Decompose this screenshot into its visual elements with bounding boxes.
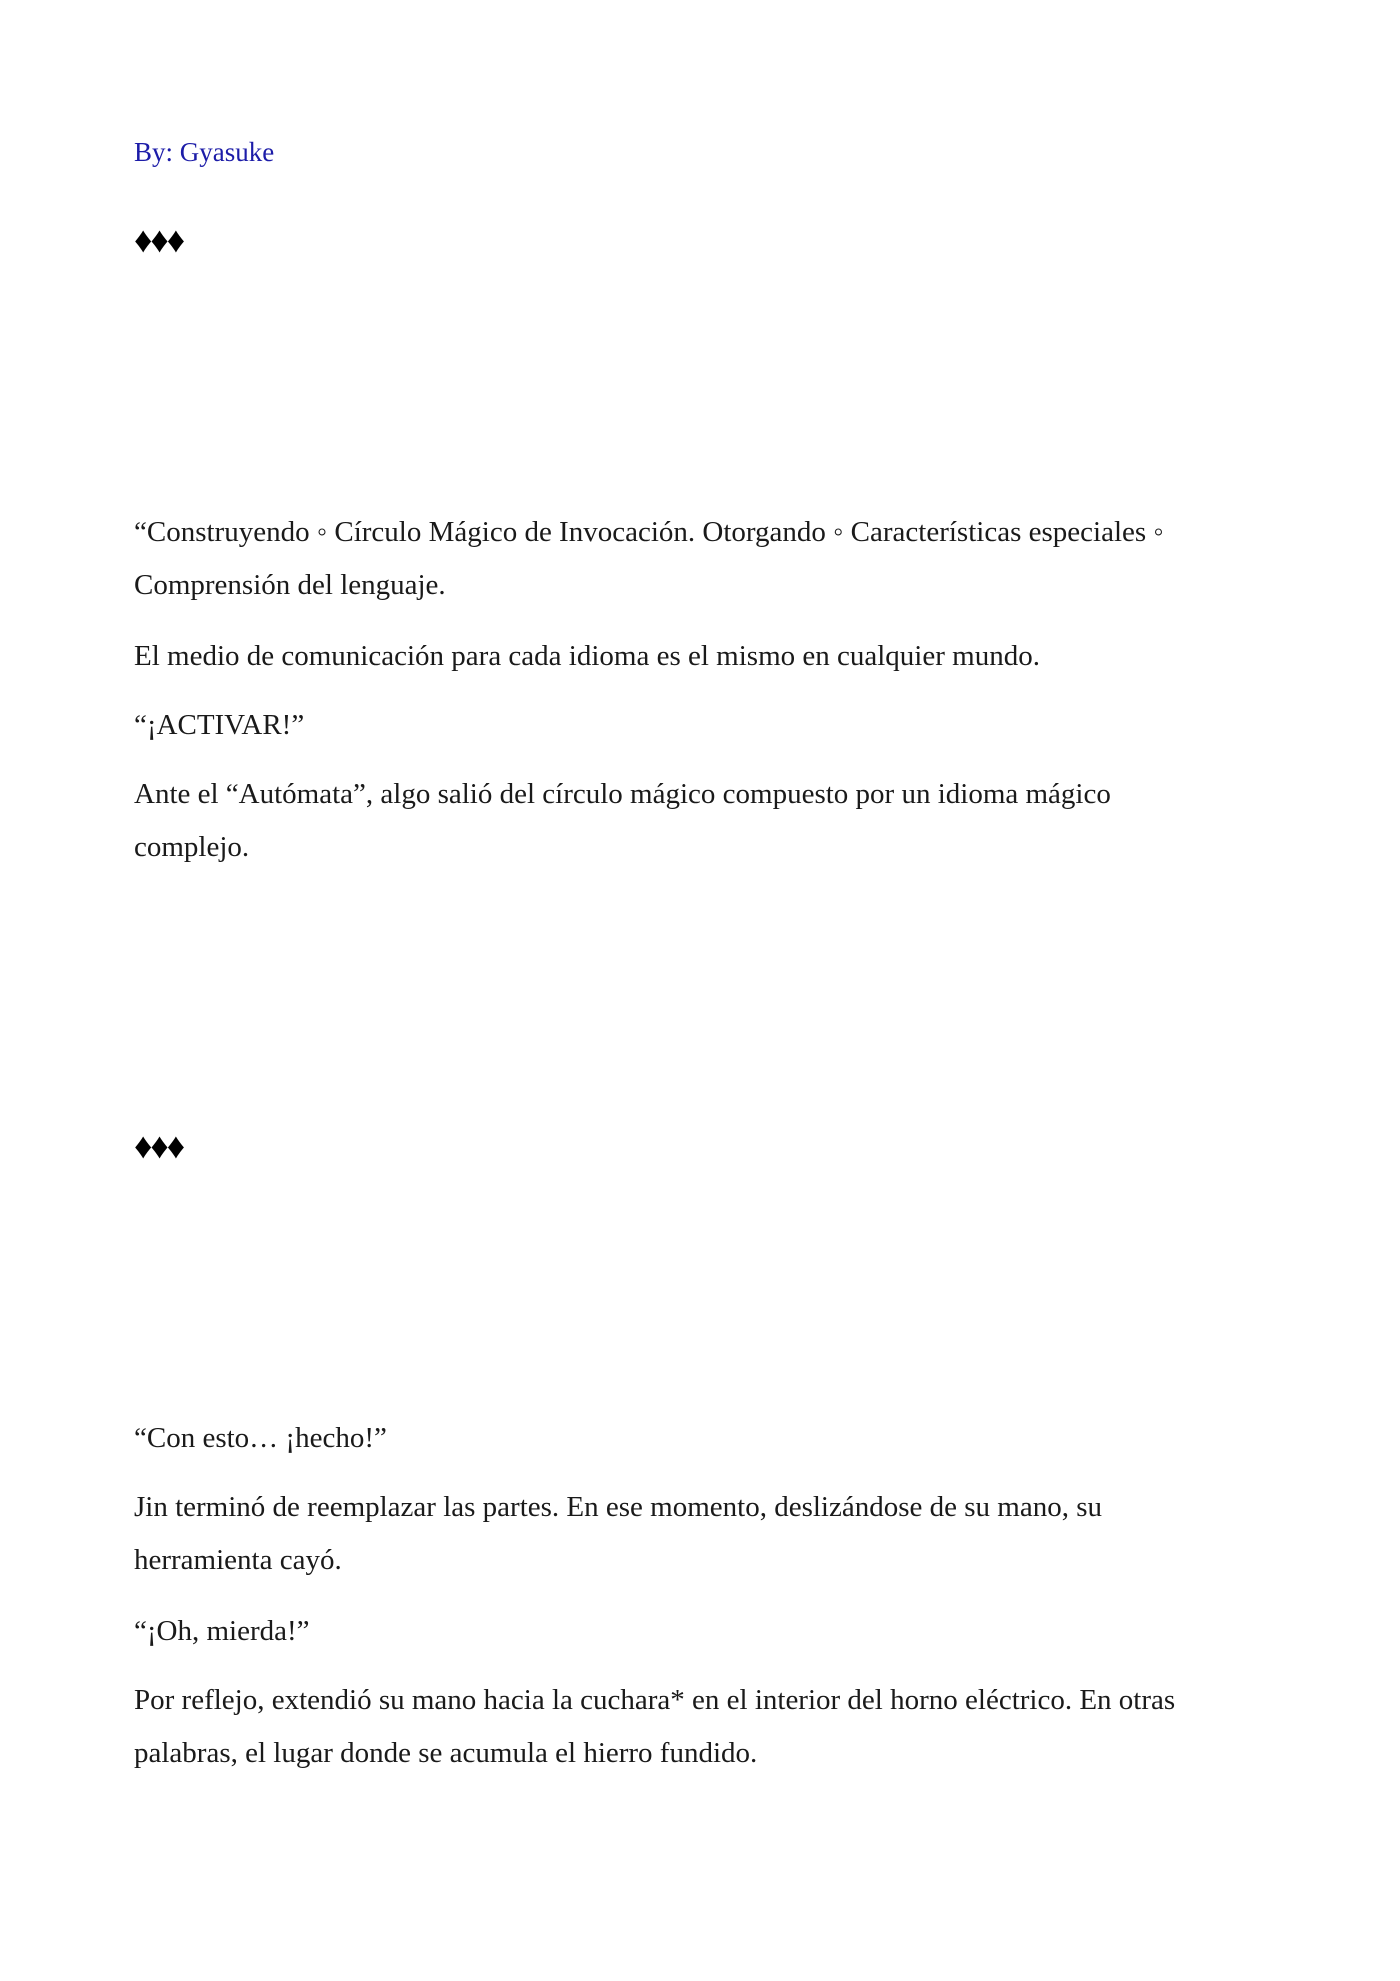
section-separator: ♦♦♦ xyxy=(134,220,184,260)
section-separator: ♦♦♦ xyxy=(134,1126,184,1166)
paragraph: “¡Oh, mierda!” xyxy=(134,1615,310,1647)
paragraph: “¡ACTIVAR!” xyxy=(134,709,305,741)
paragraph: Por reflejo, extendió su mano hacia la cuchara* en el interior del horno eléctrico. En otras palabras, el lugar donde se acumula el hierro fundido. xyxy=(134,1684,1176,1769)
paragraph: El medio de comunicación para cada idioma es el mismo en cualquier mundo. xyxy=(134,640,1040,672)
paragraph: “Con esto… ¡hecho!” xyxy=(134,1422,387,1454)
paragraph: Jin terminó de reemplazar las partes. En ese momento, deslizándose de su mano, su herramienta cayó. xyxy=(134,1491,1102,1576)
paragraph: “Construyendo ◦ Círculo Mágico de Invocación. Otorgando ◦ Características especiales ◦ Comprensión del lenguaje. xyxy=(134,516,1164,601)
paragraph: Ante el “Autómata”, algo salió del círculo mágico compuesto por un idioma mágico complejo. xyxy=(134,778,1111,863)
author-line: By: Gyasuke xyxy=(134,137,275,167)
